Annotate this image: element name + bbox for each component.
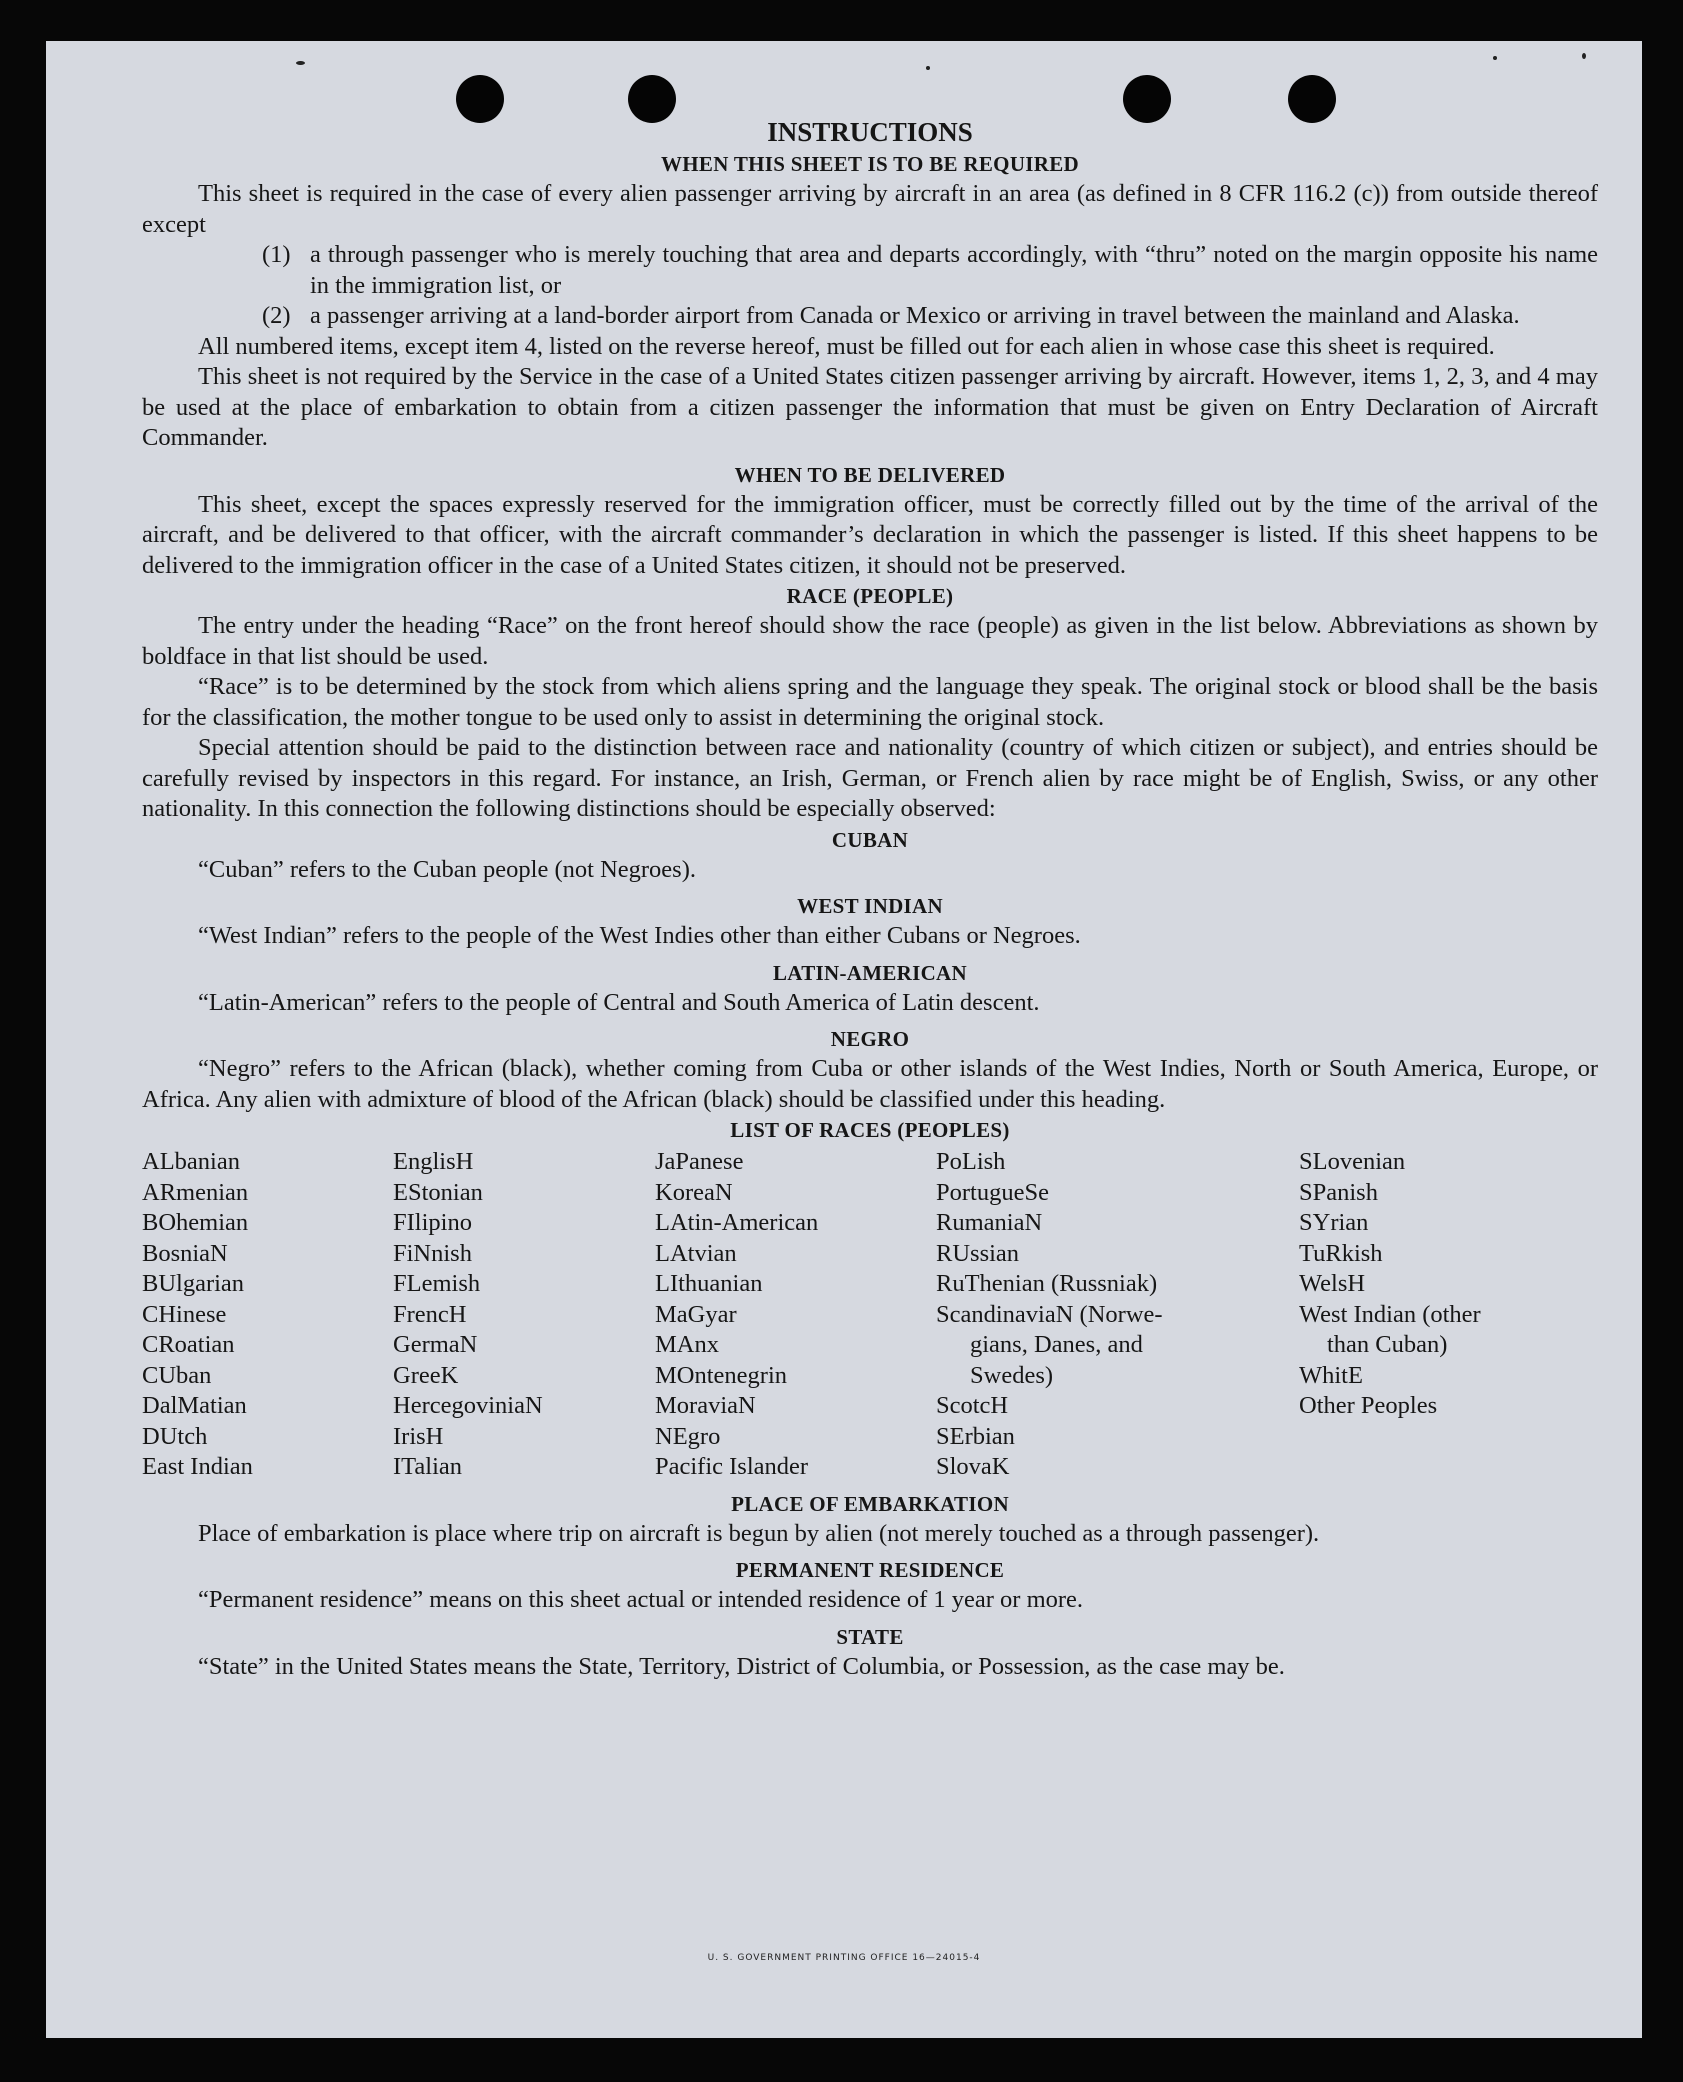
paragraph: “West Indian” refers to the people of the West Indies other than either Cubans or Negroes. bbox=[198, 922, 1081, 949]
list-item bbox=[262, 301, 1598, 332]
race-entry: KoreaN bbox=[655, 1178, 733, 1206]
ink-speck bbox=[926, 66, 930, 70]
race-entry: Pacific Islander bbox=[655, 1453, 809, 1480]
race-entry: MAnx bbox=[655, 1331, 719, 1358]
races-column bbox=[936, 1147, 1299, 1483]
race-entry: ALbanian bbox=[142, 1148, 240, 1175]
section-heading: STATE bbox=[836, 1624, 904, 1649]
race-entry: FIlipino bbox=[393, 1209, 472, 1236]
races-column bbox=[1299, 1147, 1579, 1483]
races-column bbox=[655, 1147, 936, 1483]
race-entry: ARmenian bbox=[142, 1178, 249, 1206]
race-entry: LAtin-American bbox=[655, 1209, 819, 1236]
paragraph: The entry under the heading “Race” on the front hereof should show the race (people) as given in the list below. Abbreviations as shown by boldface in that list should be used. bbox=[142, 612, 1598, 670]
paragraph: “Race” is to be determined by the stock from which aliens spring and the language they speak. The original stock or blood shall be the basis for the classification, the mother tongue to be used only to assist in determining the original stock. bbox=[142, 673, 1598, 731]
list-item bbox=[262, 240, 1598, 301]
race-entry: IrisH bbox=[393, 1422, 444, 1450]
item-number: (1) bbox=[262, 241, 291, 268]
race-entry: PoLish bbox=[936, 1148, 1006, 1175]
race-entry: HercegoviniaN bbox=[393, 1392, 543, 1419]
race-entry: CRoatian bbox=[142, 1331, 235, 1358]
race-entry: EStonian bbox=[393, 1178, 483, 1206]
race-entry: West Indian (other bbox=[1299, 1300, 1481, 1328]
race-entry: EnglisH bbox=[393, 1148, 474, 1175]
race-entry: MoraviaN bbox=[655, 1392, 756, 1419]
paragraph: This sheet is required in the case of every alien passenger arriving by aircraft in an area (as defined in 8 CFR 116.2 (c)) from outside thereof except bbox=[142, 180, 1598, 238]
paragraph: Place of embarkation is place where trip on aircraft is begun by alien (not merely touched as a through passenger). bbox=[198, 1519, 1320, 1547]
section-heading: LIST OF RACES (PEOPLES) bbox=[730, 1118, 1010, 1142]
section-heading: WHEN TO BE DELIVERED bbox=[734, 462, 1006, 487]
item-text: a through passenger who is merely touching that area and departs accordingly, with “thru” noted on the margin opposite his name in the immigration list, or bbox=[310, 241, 1598, 299]
paragraph: “Permanent residence” means on this sheet actual or intended residence of 1 year or more. bbox=[198, 1586, 1084, 1613]
race-entry: ITalian bbox=[393, 1453, 463, 1480]
races-column bbox=[393, 1147, 655, 1483]
section-heading: CUBAN bbox=[831, 827, 909, 852]
race-entry: GermaN bbox=[393, 1331, 478, 1358]
race-entry: JaPanese bbox=[655, 1148, 744, 1175]
races-column bbox=[142, 1147, 393, 1483]
race-entry: SPanish bbox=[1299, 1178, 1378, 1206]
paragraph: This sheet is not required by the Service in the case of a United States citizen passenger arriving by aircraft. However, items 1, 2, 3, and 4 may be used at the place of embarkation to obtain from a citizen passenger the information that must be given on Entry Declaration of Aircraft Commander. bbox=[142, 363, 1598, 451]
paragraph: “Latin-American” refers to the people of Central and South America of Latin descent. bbox=[198, 988, 1040, 1016]
race-entry: SLovenian bbox=[1299, 1148, 1406, 1175]
ink-speck bbox=[1582, 53, 1586, 59]
race-entry: MOntenegrin bbox=[655, 1361, 787, 1389]
race-entry-continuation: than Cuban) bbox=[1327, 1331, 1448, 1358]
printer-imprint: U. S. GOVERNMENT PRINTING OFFICE 16—24015-4 bbox=[707, 1953, 981, 1963]
instructions-content bbox=[142, 115, 1598, 1682]
race-entry-continuation: gians, Danes, and bbox=[970, 1331, 1143, 1358]
race-entry: BosniaN bbox=[142, 1239, 228, 1267]
race-entry: FLemish bbox=[393, 1270, 481, 1297]
race-entry: CUban bbox=[142, 1361, 212, 1389]
race-entry: SYrian bbox=[1299, 1209, 1369, 1236]
race-entry: SErbian bbox=[936, 1422, 1015, 1450]
race-entry: BUlgarian bbox=[142, 1270, 245, 1297]
paragraph: “Negro” refers to the African (black), whether coming from Cuba or other islands of the West Indies, North or South America, Europe, or Africa. Any alien with admixture of blood of the African (black) should be classified under this heading. bbox=[142, 1055, 1598, 1113]
section-heading: WHEN THIS SHEET IS TO BE REQUIRED bbox=[660, 152, 1079, 176]
races-list bbox=[142, 1147, 1598, 1483]
paragraph: Special attention should be paid to the distinction between race and nationality (country of which citizen or subject), and entries should be carefully revised by inspectors in this regard. For instance, an Irish, German, or French alien by race might be of English, Swiss, or any other nationality. In this connection the following distinctions should be especially observed: bbox=[142, 734, 1598, 822]
item-number: (2) bbox=[262, 302, 291, 329]
race-entry: RumaniaN bbox=[936, 1209, 1043, 1236]
section-heading: NEGRO bbox=[830, 1027, 910, 1051]
race-entry: LAtvian bbox=[655, 1239, 737, 1267]
race-entry: East Indian bbox=[142, 1453, 253, 1480]
race-entry: DalMatian bbox=[142, 1392, 247, 1419]
race-entry: FiNnish bbox=[393, 1239, 472, 1267]
race-entry: TuRkish bbox=[1299, 1239, 1383, 1267]
race-entry: NEgro bbox=[655, 1422, 721, 1450]
race-entry: WelsH bbox=[1299, 1270, 1366, 1297]
paragraph: “State” in the United States means the State, Territory, District of Columbia, or Possession, as the case may be. bbox=[198, 1652, 1285, 1680]
item-text: a passenger arriving at a land-border airport from Canada or Mexico or arriving in travel between the mainland and Alaska. bbox=[310, 302, 1520, 329]
race-entry: SlovaK bbox=[936, 1453, 1010, 1480]
race-entry: DUtch bbox=[142, 1422, 208, 1450]
race-entry: CHinese bbox=[142, 1300, 227, 1328]
race-entry: ScandinaviaN (Norwe- bbox=[936, 1300, 1163, 1328]
section-heading: RACE (PEOPLE) bbox=[786, 584, 954, 608]
race-entry: FrencH bbox=[393, 1300, 467, 1328]
race-entry: BOhemian bbox=[142, 1209, 249, 1236]
page-title: INSTRUCTIONS bbox=[767, 117, 973, 147]
race-entry: RuThenian (Russniak) bbox=[936, 1270, 1158, 1297]
race-entry: Other Peoples bbox=[1299, 1392, 1438, 1419]
race-entry: MaGyar bbox=[655, 1300, 737, 1328]
paragraph: All numbered items, except item 4, listed on the reverse hereof, must be filled out for each alien in whose case this sheet is required. bbox=[198, 332, 1495, 360]
ink-speck bbox=[296, 61, 305, 65]
section-heading: LATIN-AMERICAN bbox=[773, 960, 967, 985]
race-entry-continuation: Swedes) bbox=[970, 1361, 1054, 1389]
section-heading: PLACE OF EMBARKATION bbox=[731, 1491, 1009, 1516]
race-entry: LIthuanian bbox=[655, 1270, 763, 1297]
race-entry: ScotcH bbox=[936, 1392, 1009, 1419]
ink-speck bbox=[1493, 56, 1497, 60]
document-page bbox=[46, 41, 1642, 2038]
race-entry: PortugueSe bbox=[936, 1178, 1049, 1206]
race-entry: WhitE bbox=[1299, 1361, 1363, 1389]
paragraph: “Cuban” refers to the Cuban people (not Negroes). bbox=[198, 855, 696, 883]
paragraph: This sheet, except the spaces expressly reserved for the immigration officer, must be correctly filled out by the time of the arrival of the aircraft, and be delivered to that officer, with the aircraft commander’s declaration in which the passenger is listed. If this sheet happens to be delivered to the immigration officer in the case of a United States citizen, it should not be preserved. bbox=[142, 490, 1598, 579]
race-entry: RUssian bbox=[936, 1239, 1020, 1267]
section-heading: WEST INDIAN bbox=[797, 894, 943, 918]
race-entry: GreeK bbox=[393, 1361, 459, 1389]
section-heading: PERMANENT RESIDENCE bbox=[735, 1558, 1005, 1582]
